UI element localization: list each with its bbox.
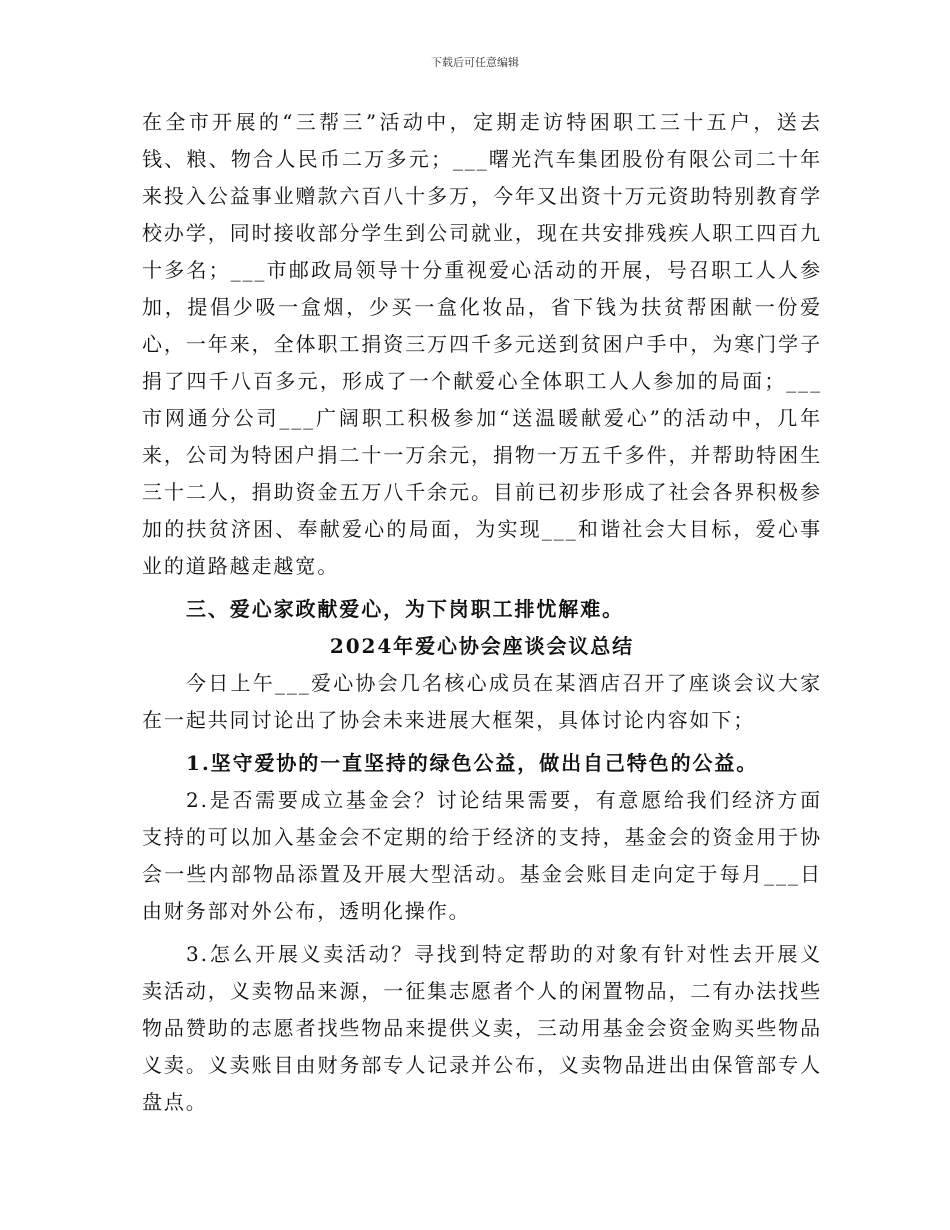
list-item-1: 1.坚守爱协的一直坚持的绿色公益，做出自己特色的公益。 — [186, 751, 759, 775]
page-header: 下载后可任意编辑 — [431, 56, 519, 69]
list-item-3: 3.怎么开展义卖活动？寻找到特定帮助的对象有针对性去开展义卖活动，义卖物品来源，一征集志愿者个人的闲置物品，二有办法找些物品赞助的志愿者找些物品来提供义卖，三动用基金会资金购买些物品义卖。义卖账目由财务部专人记录并公布，义卖物品进出由保管部专人盘点。 — [142, 942, 822, 1114]
list-item-2: 2.是否需要成立基金会？讨论结果需要，有意愿给我们经济方面支持的可以加入基金会不定期的给于经济的支持，基金会的资金用于协会一些内部物品添置及开展大型活动。基金会账目走向定于每月___日由财务部对外公布，透明化操作。 — [142, 788, 822, 923]
document-body — [142, 104, 822, 1121]
meeting-paragraph: 今日上午___爱心协会几名核心成员在某酒店召开了座谈会议大家在一起共同讨论出了协会未来进展大框架，具体讨论内容如下； — [142, 671, 822, 732]
document-title: 2024年爱心协会座谈会议总结 — [329, 634, 635, 658]
section-heading-three: 三、爱心家政献爱心，为下岗职工排忧解难。 — [186, 597, 624, 621]
intro-paragraph: 在全市开展的“三帮三”活动中，定期走访特困职工三十五户，送去钱、粮、物合人民币二万多元；___曙光汽车集团股份有限公司二十年来投入公益事业赠款六百八十多万，今年又出资十万元资助特别教育学校办学，同时接收部分学生到公司就业，现在共安排残疾人职工四百九十多名；___市邮政局领导十分重视爱心活动的开展，号召职工人人参加，提倡少吸一盒烟，少买一盒化妆品，省下钱为扶贫帮困献一份爱心，一年来，全体职工捐资三万四千多元送到贫困户手中，为寒门学子捐了四千八百多元，形成了一个献爱心全体职工人人参加的局面；___市网通分公司___广阔职工积极参加“送温暖献爱心”的活动中，几年来，公司为特困户捐二十一万余元，捐物一万五千多件，并帮助特困生三十二人，捐助资金五万八千余元。目前已初步形成了社会各界积极参加的扶贫济困、奉献爱心的局面，为实现___和谐社会大目标，爱心事业的道路越走越宽。 — [142, 110, 822, 578]
